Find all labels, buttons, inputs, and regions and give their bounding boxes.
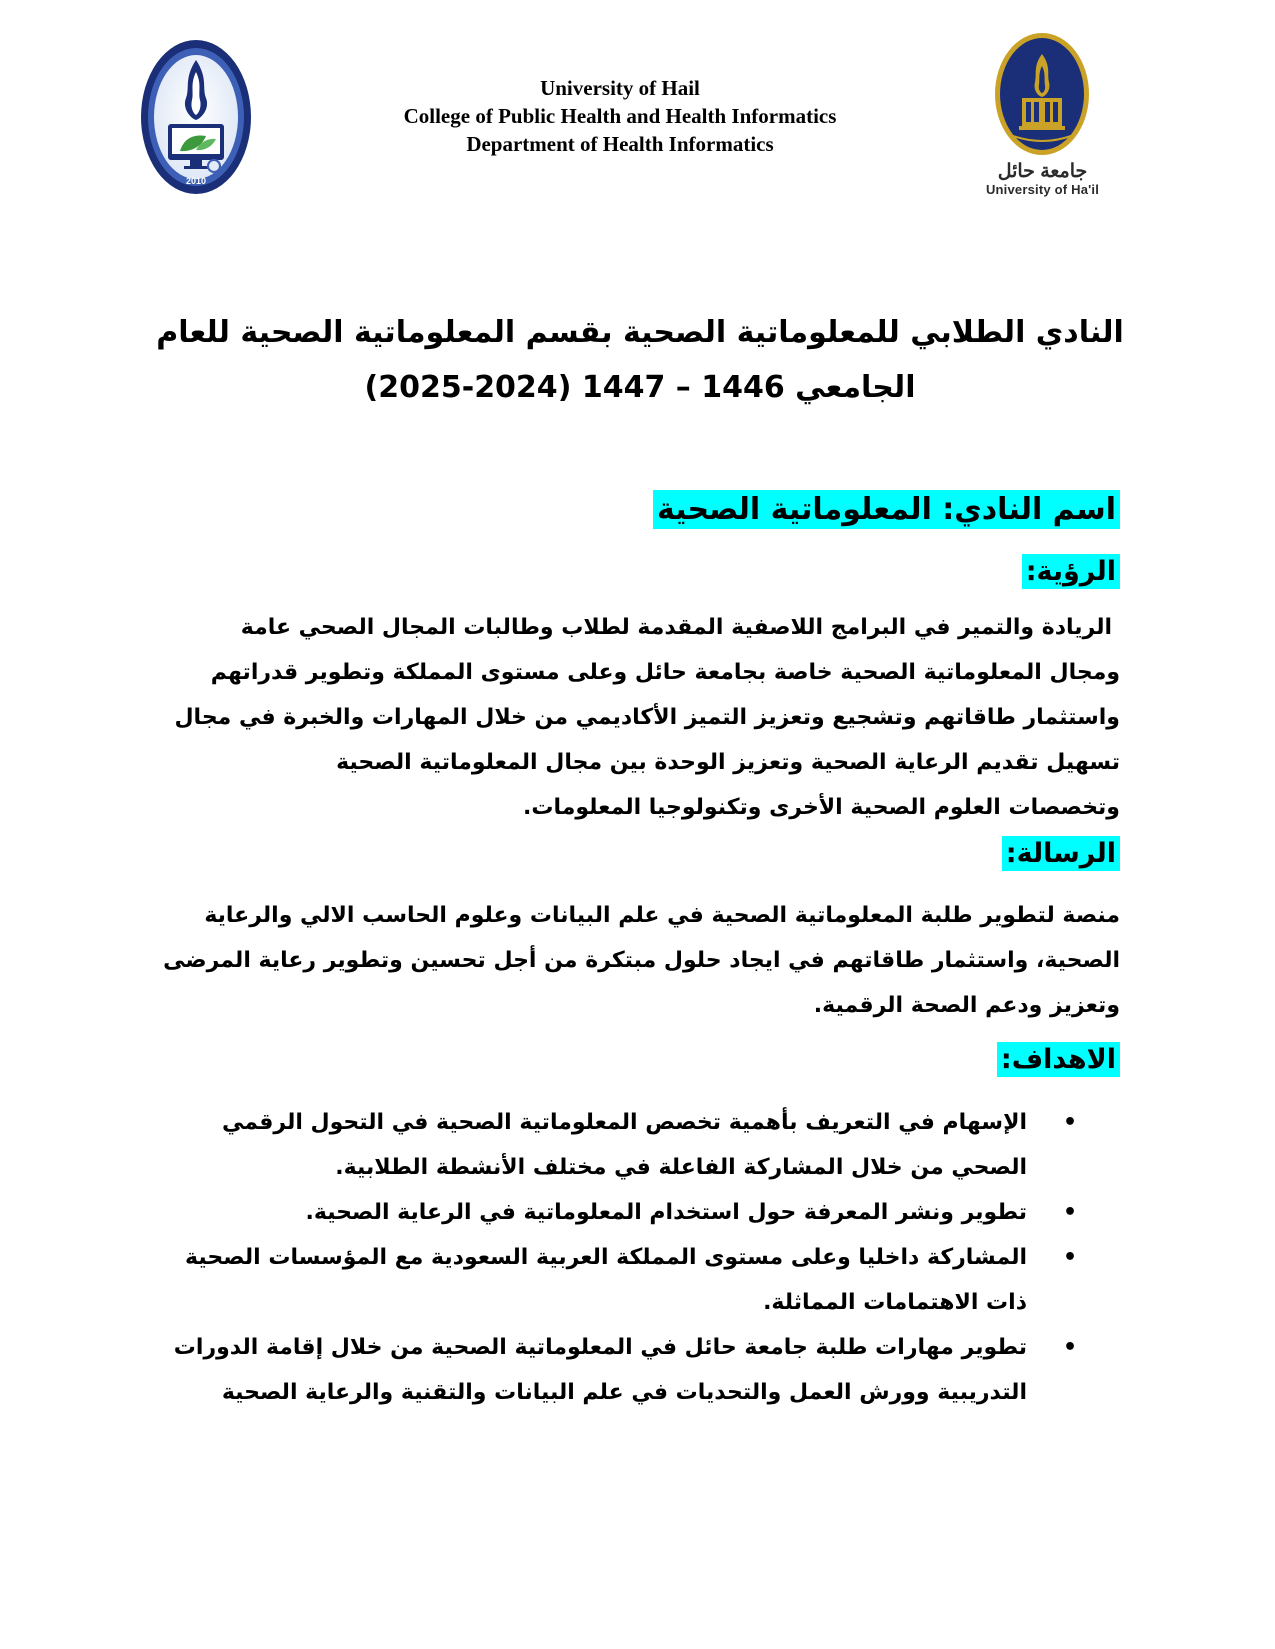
university-logo-english: University of Ha'il bbox=[985, 182, 1100, 197]
goal-item bbox=[150, 1325, 1085, 1415]
bullet-icon: • bbox=[1062, 1200, 1078, 1225]
vision-paragraph bbox=[155, 605, 1120, 830]
goal-line: المشاركة داخليا وعلى مستوى المملكة العربية السعودية مع المؤسسات الصحية bbox=[185, 1245, 1027, 1270]
university-name: University of Hail bbox=[540, 76, 700, 100]
page-title-line: النادي الطلابي للمعلوماتية الصحية بقسم المعلوماتية الصحية للعام bbox=[156, 315, 1124, 350]
university-of-hail-logo bbox=[975, 32, 1110, 202]
university-emblem bbox=[975, 32, 1110, 158]
vision-heading-text: الرؤية: bbox=[1022, 554, 1120, 589]
goal-item bbox=[150, 1190, 1085, 1235]
goal-line: الصحي من خلال المشاركة الفاعلة في مختلف الأنشطة الطلابية. bbox=[335, 1155, 1027, 1180]
paragraph-line: وتخصصات العلوم الصحية الأخرى وتكنولوجيا المعلومات. bbox=[523, 795, 1120, 820]
mission-heading-text: الرسالة: bbox=[1002, 836, 1120, 871]
goals-list bbox=[150, 1100, 1085, 1415]
goal-line: التدريبية وورش العمل والتحديات في علم البيانات والتقنية والرعاية الصحية bbox=[221, 1380, 1027, 1405]
paragraph-line: وتعزيز ودعم الصحة الرقمية. bbox=[813, 993, 1120, 1018]
bullet-icon: • bbox=[1062, 1335, 1078, 1360]
mission-paragraph bbox=[155, 893, 1120, 1028]
paragraph-line: الريادة والتمير في البرامج اللاصفية المقدمة لطلاب وطالبات المجال الصحي عامة bbox=[240, 615, 1112, 640]
paragraph-line: تسهيل تقديم الرعاية الصحية وتعزيز الوحدة بين مجال المعلوماتية الصحية bbox=[336, 750, 1120, 775]
goals-heading-text: الاهداف: bbox=[997, 1042, 1120, 1077]
department-name: Department of Health Informatics bbox=[466, 132, 774, 156]
paragraph-line: منصة لتطوير طلبة المعلوماتية الصحية في علم البيانات وعلوم الحاسب الالي والرعاية bbox=[204, 903, 1120, 928]
university-logo-arabic: جامعة حائل bbox=[997, 161, 1088, 182]
club-name-text: اسم النادي: المعلوماتية الصحية bbox=[653, 490, 1120, 529]
goals-heading bbox=[155, 1040, 1120, 1080]
bullet-icon: • bbox=[1062, 1245, 1078, 1270]
paragraph-line: واستثمار طاقاتهم وتشجيع وتعزيز التميز الأكاديمي من خلال المهارات والخبرة في مجال bbox=[174, 705, 1120, 730]
paragraph-line: الصحية، واستثمار طاقاتهم في ايجاد حلول مبتكرة من أجل تحسين وتطوير رعاية المرضى bbox=[163, 948, 1120, 973]
vision-heading bbox=[155, 552, 1120, 592]
goal-item bbox=[150, 1100, 1085, 1190]
svg-text:2010: 2010 bbox=[185, 176, 207, 186]
page-title-line: الجامعي 1446 – 1447 (2024-2025) bbox=[364, 370, 916, 405]
institution-block bbox=[300, 74, 940, 158]
paragraph-line: ومجال المعلوماتية الصحية خاصة بجامعة حائل وعلى مستوى المملكة وتطوير قدراتهم bbox=[210, 660, 1120, 685]
goal-line: تطوير مهارات طلبة جامعة حائل في المعلوماتية الصحية من خلال إقامة الدورات bbox=[173, 1335, 1027, 1360]
club-name bbox=[155, 488, 1120, 532]
goal-line: تطوير ونشر المعرفة حول استخدام المعلوماتية في الرعاية الصحية. bbox=[305, 1200, 1027, 1225]
college-seal-logo bbox=[140, 38, 252, 196]
goal-line: الإسهام في التعريف بأهمية تخصص المعلوماتية الصحية في التحول الرقمي bbox=[221, 1110, 1027, 1135]
bullet-icon: • bbox=[1062, 1110, 1078, 1135]
goal-line: ذات الاهتمامات المماثلة. bbox=[763, 1290, 1027, 1315]
college-name: College of Public Health and Health Informatics bbox=[403, 104, 837, 128]
page-title bbox=[150, 305, 1130, 415]
mission-heading bbox=[155, 834, 1120, 874]
document-header bbox=[0, 0, 1275, 230]
goal-item bbox=[150, 1235, 1085, 1325]
